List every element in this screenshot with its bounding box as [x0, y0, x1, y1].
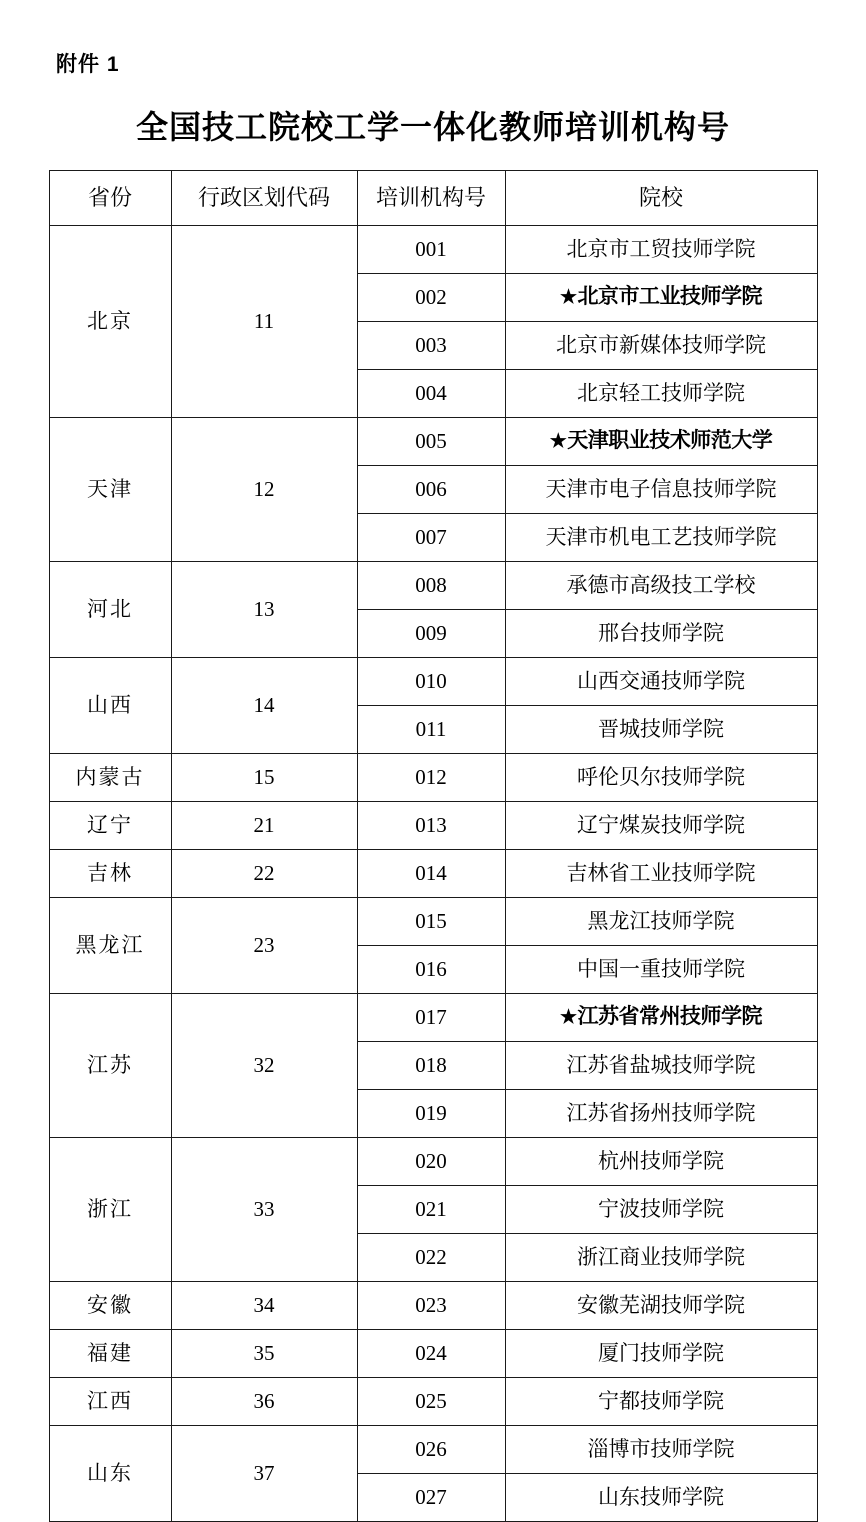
cell-province: 江西: [49, 1378, 171, 1426]
table-body: [49, 226, 817, 1522]
school-name-label: 天津职业技术师范大学: [567, 429, 773, 453]
cell-institution-number: 008: [357, 562, 505, 610]
cell-division-code: 14: [171, 658, 357, 754]
cell-institution-number: 017: [357, 994, 505, 1042]
table-row: [49, 898, 817, 946]
cell-province: 安徽: [49, 1282, 171, 1330]
table-row: [49, 1330, 817, 1378]
cell-division-code: 35: [171, 1330, 357, 1378]
attachment-label: 附件 1: [56, 53, 120, 76]
page-title: 全国技工院校工学一体化教师培训机构号: [135, 109, 730, 145]
cell-school-name: 北京市新媒体技师学院: [505, 322, 817, 370]
cell-institution-number: 005: [357, 418, 505, 466]
cell-division-code: 36: [171, 1378, 357, 1426]
cell-province: 黑龙江: [49, 898, 171, 994]
cell-institution-number: 013: [357, 802, 505, 850]
star-icon: ★: [559, 1007, 577, 1029]
table-row: [49, 226, 817, 274]
cell-institution-number: 027: [357, 1474, 505, 1522]
cell-province: 山西: [49, 658, 171, 754]
cell-institution-number: 016: [357, 946, 505, 994]
cell-division-code: 34: [171, 1282, 357, 1330]
cell-school-name: 北京市工贸技师学院: [505, 226, 817, 274]
cell-institution-number: 001: [357, 226, 505, 274]
cell-province: 浙江: [49, 1138, 171, 1282]
cell-school-name: 黑龙江技师学院: [505, 898, 817, 946]
cell-division-code: 11: [171, 226, 357, 418]
cell-school-name: 浙江商业技师学院: [505, 1234, 817, 1282]
cell-school-name: 杭州技师学院: [505, 1138, 817, 1186]
cell-school-name: 辽宁煤炭技师学院: [505, 802, 817, 850]
cell-school-name: 天津市机电工艺技师学院: [505, 514, 817, 562]
cell-division-code: 32: [171, 994, 357, 1138]
column-header-province: 省份: [49, 171, 171, 226]
cell-province: 福建: [49, 1330, 171, 1378]
cell-school-name: [505, 994, 817, 1042]
cell-institution-number: 006: [357, 466, 505, 514]
cell-institution-number: 011: [357, 706, 505, 754]
cell-school-name: 宁波技师学院: [505, 1186, 817, 1234]
table-row: [49, 658, 817, 706]
table-row: [49, 1378, 817, 1426]
table-row: [49, 754, 817, 802]
cell-institution-number: 018: [357, 1042, 505, 1090]
cell-school-name: 山西交通技师学院: [505, 658, 817, 706]
table-row: [49, 562, 817, 610]
table-row: [49, 994, 817, 1042]
table-row: [49, 418, 817, 466]
school-name-label: 北京市工业技师学院: [577, 285, 763, 309]
cell-division-code: 37: [171, 1426, 357, 1522]
cell-school-name: 晋城技师学院: [505, 706, 817, 754]
column-header-school: 院校: [505, 171, 817, 226]
table-row: [49, 802, 817, 850]
cell-school-name: 呼伦贝尔技师学院: [505, 754, 817, 802]
cell-institution-number: 014: [357, 850, 505, 898]
cell-school-name: 中国一重技师学院: [505, 946, 817, 994]
cell-institution-number: 009: [357, 610, 505, 658]
table-row: [49, 1138, 817, 1186]
table-row: [49, 850, 817, 898]
cell-school-name: [505, 418, 817, 466]
cell-division-code: 13: [171, 562, 357, 658]
cell-school-name: 承德市高级技工学校: [505, 562, 817, 610]
cell-institution-number: 020: [357, 1138, 505, 1186]
cell-school-name: 天津市电子信息技师学院: [505, 466, 817, 514]
table-header-row: [49, 171, 817, 226]
table-row: [49, 1426, 817, 1474]
cell-school-name: 邢台技师学院: [505, 610, 817, 658]
cell-institution-number: 023: [357, 1282, 505, 1330]
cell-institution-number: 022: [357, 1234, 505, 1282]
training-institution-table: [49, 170, 818, 1522]
cell-school-name: 江苏省扬州技师学院: [505, 1090, 817, 1138]
table-row: [49, 1282, 817, 1330]
cell-institution-number: 026: [357, 1426, 505, 1474]
cell-province: 江苏: [49, 994, 171, 1138]
star-icon: ★: [559, 287, 577, 309]
cell-province: 辽宁: [49, 802, 171, 850]
cell-province: 山东: [49, 1426, 171, 1522]
cell-institution-number: 021: [357, 1186, 505, 1234]
cell-institution-number: 004: [357, 370, 505, 418]
cell-institution-number: 024: [357, 1330, 505, 1378]
cell-school-name: 山东技师学院: [505, 1474, 817, 1522]
cell-school-name: 厦门技师学院: [505, 1330, 817, 1378]
cell-division-code: 12: [171, 418, 357, 562]
cell-institution-number: 015: [357, 898, 505, 946]
cell-institution-number: 025: [357, 1378, 505, 1426]
cell-institution-number: 007: [357, 514, 505, 562]
star-icon: ★: [549, 431, 567, 453]
cell-division-code: 23: [171, 898, 357, 994]
cell-institution-number: 012: [357, 754, 505, 802]
cell-division-code: 33: [171, 1138, 357, 1282]
cell-province: 天津: [49, 418, 171, 562]
cell-school-name: 安徽芜湖技师学院: [505, 1282, 817, 1330]
cell-province: 河北: [49, 562, 171, 658]
cell-school-name: 宁都技师学院: [505, 1378, 817, 1426]
cell-school-name: 吉林省工业技师学院: [505, 850, 817, 898]
cell-school-name: 淄博市技师学院: [505, 1426, 817, 1474]
cell-division-code: 21: [171, 802, 357, 850]
cell-division-code: 22: [171, 850, 357, 898]
cell-institution-number: 019: [357, 1090, 505, 1138]
cell-province: 北京: [49, 226, 171, 418]
column-header-division-code: 行政区划代码: [171, 171, 357, 226]
cell-school-name: 北京轻工技师学院: [505, 370, 817, 418]
cell-division-code: 15: [171, 754, 357, 802]
column-header-institution-number: 培训机构号: [357, 171, 505, 226]
cell-school-name: 江苏省盐城技师学院: [505, 1042, 817, 1090]
cell-institution-number: 002: [357, 274, 505, 322]
cell-school-name: [505, 274, 817, 322]
school-name-label: 江苏省常州技师学院: [577, 1005, 763, 1029]
cell-province: 内蒙古: [49, 754, 171, 802]
cell-institution-number: 003: [357, 322, 505, 370]
cell-institution-number: 010: [357, 658, 505, 706]
cell-province: 吉林: [49, 850, 171, 898]
